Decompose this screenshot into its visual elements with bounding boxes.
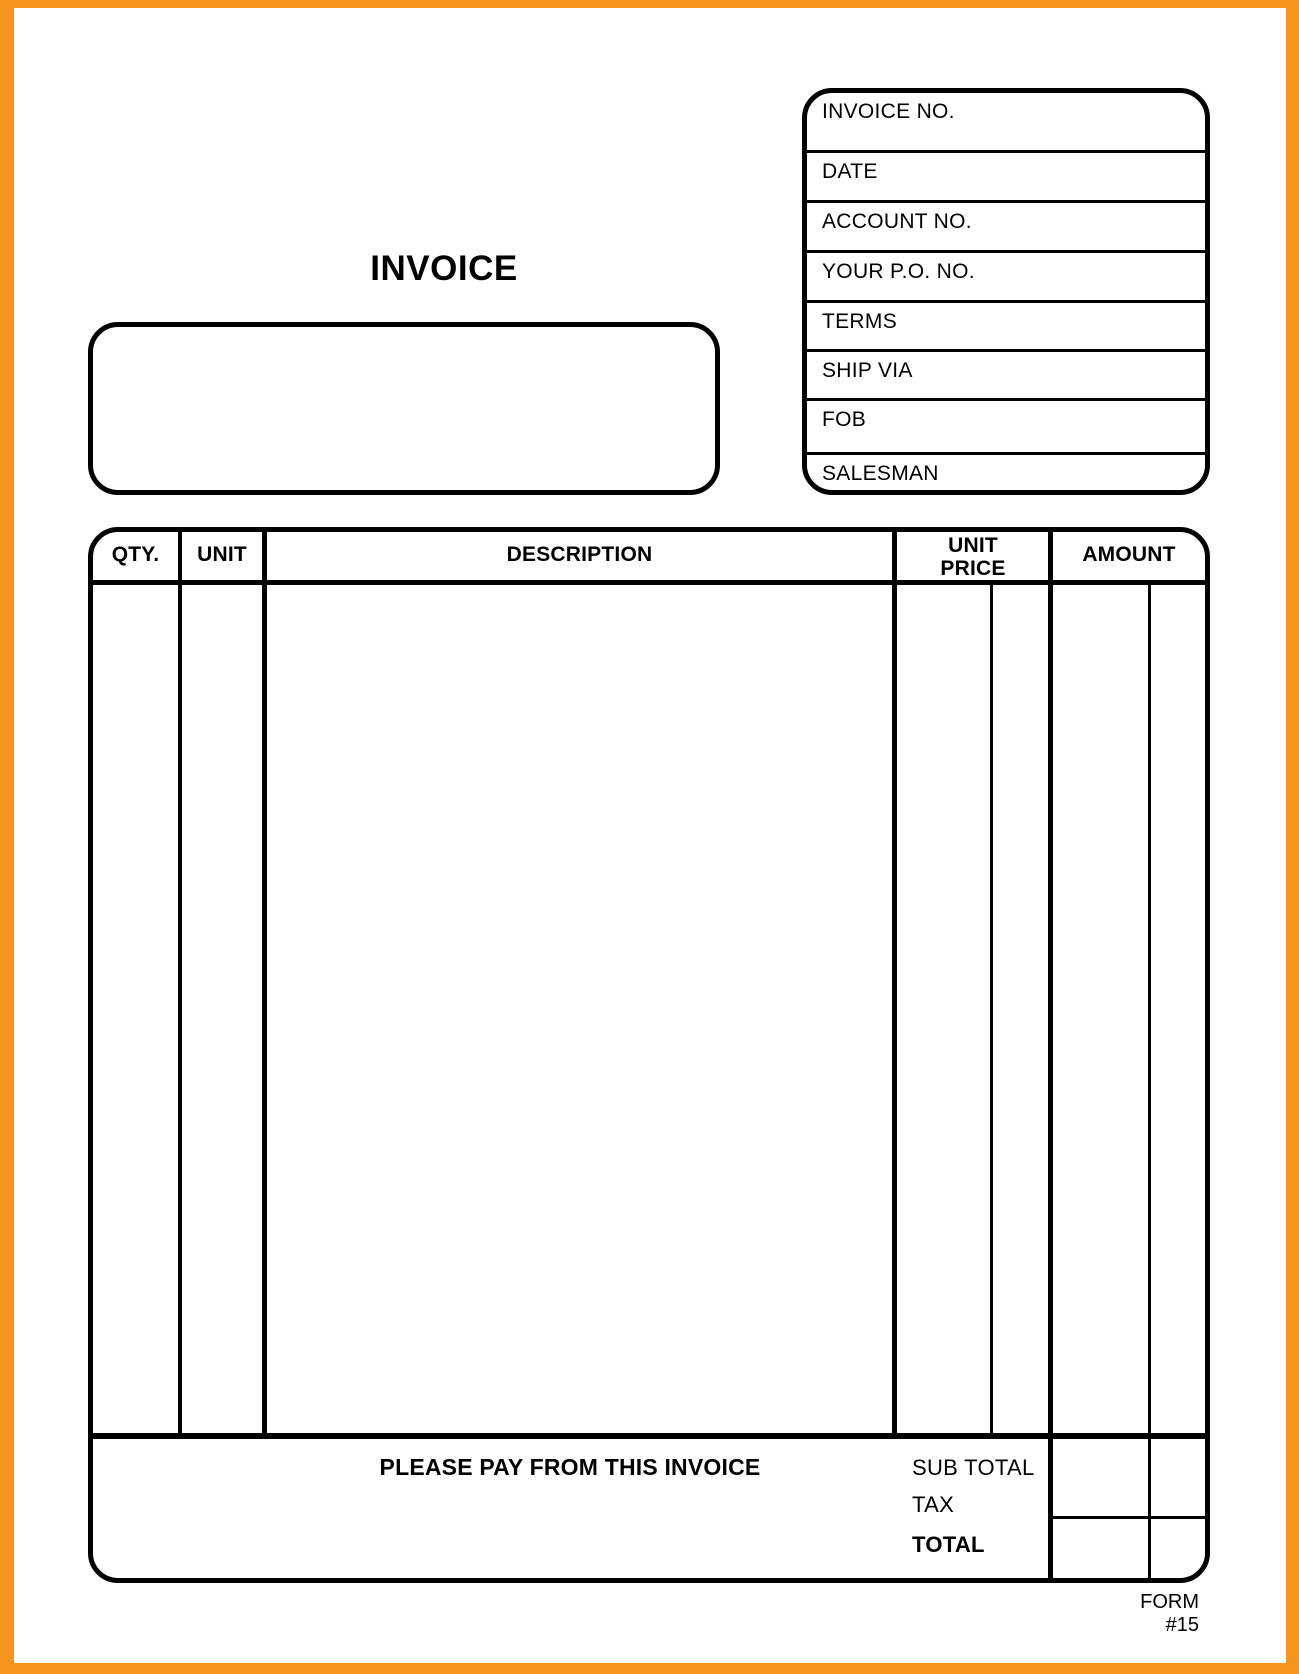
column-header-unit: UNIT <box>197 543 247 566</box>
page-title: INVOICE <box>370 249 518 288</box>
invoice-no-label: INVOICE NO. <box>822 100 955 123</box>
column-header-qty: QTY. <box>111 543 160 566</box>
po-no-label: YOUR P.O. NO. <box>822 260 975 283</box>
payment-message: PLEASE PAY FROM THIS INVOICE <box>379 1454 761 1480</box>
form-number: FORM #15 <box>1140 1591 1199 1636</box>
meta-row-ship-via <box>807 349 1205 398</box>
tax-label: TAX <box>912 1492 955 1517</box>
column-header-amount: AMOUNT <box>1082 543 1176 566</box>
line-items-area <box>93 585 1205 1433</box>
subtotal-label: SUB TOTAL <box>912 1455 1035 1480</box>
meta-row-account-no <box>807 200 1205 250</box>
total-label: TOTAL <box>912 1532 985 1557</box>
meta-row-po-no <box>807 250 1205 300</box>
meta-row-terms <box>807 300 1205 349</box>
invoice-meta-box <box>802 88 1210 495</box>
fob-label: FOB <box>822 408 867 431</box>
divider-body-bottom <box>93 1433 1205 1439</box>
line-items-table <box>88 527 1210 1583</box>
ship-via-label: SHIP VIA <box>822 359 913 382</box>
account-no-label: ACCOUNT NO. <box>822 210 972 233</box>
meta-row-invoice-no <box>807 93 1205 150</box>
meta-row-date <box>807 150 1205 200</box>
column-header-unit-price: UNIT PRICE <box>940 534 1006 581</box>
customer-address-box <box>88 322 720 495</box>
column-header-description: DESCRIPTION <box>506 543 653 566</box>
meta-row-fob <box>807 398 1205 452</box>
meta-row-salesman <box>807 452 1205 490</box>
salesman-label: SALESMAN <box>822 462 939 485</box>
terms-label: TERMS <box>822 310 897 333</box>
date-label: DATE <box>822 160 878 183</box>
divider-total-box <box>1048 1516 1205 1519</box>
